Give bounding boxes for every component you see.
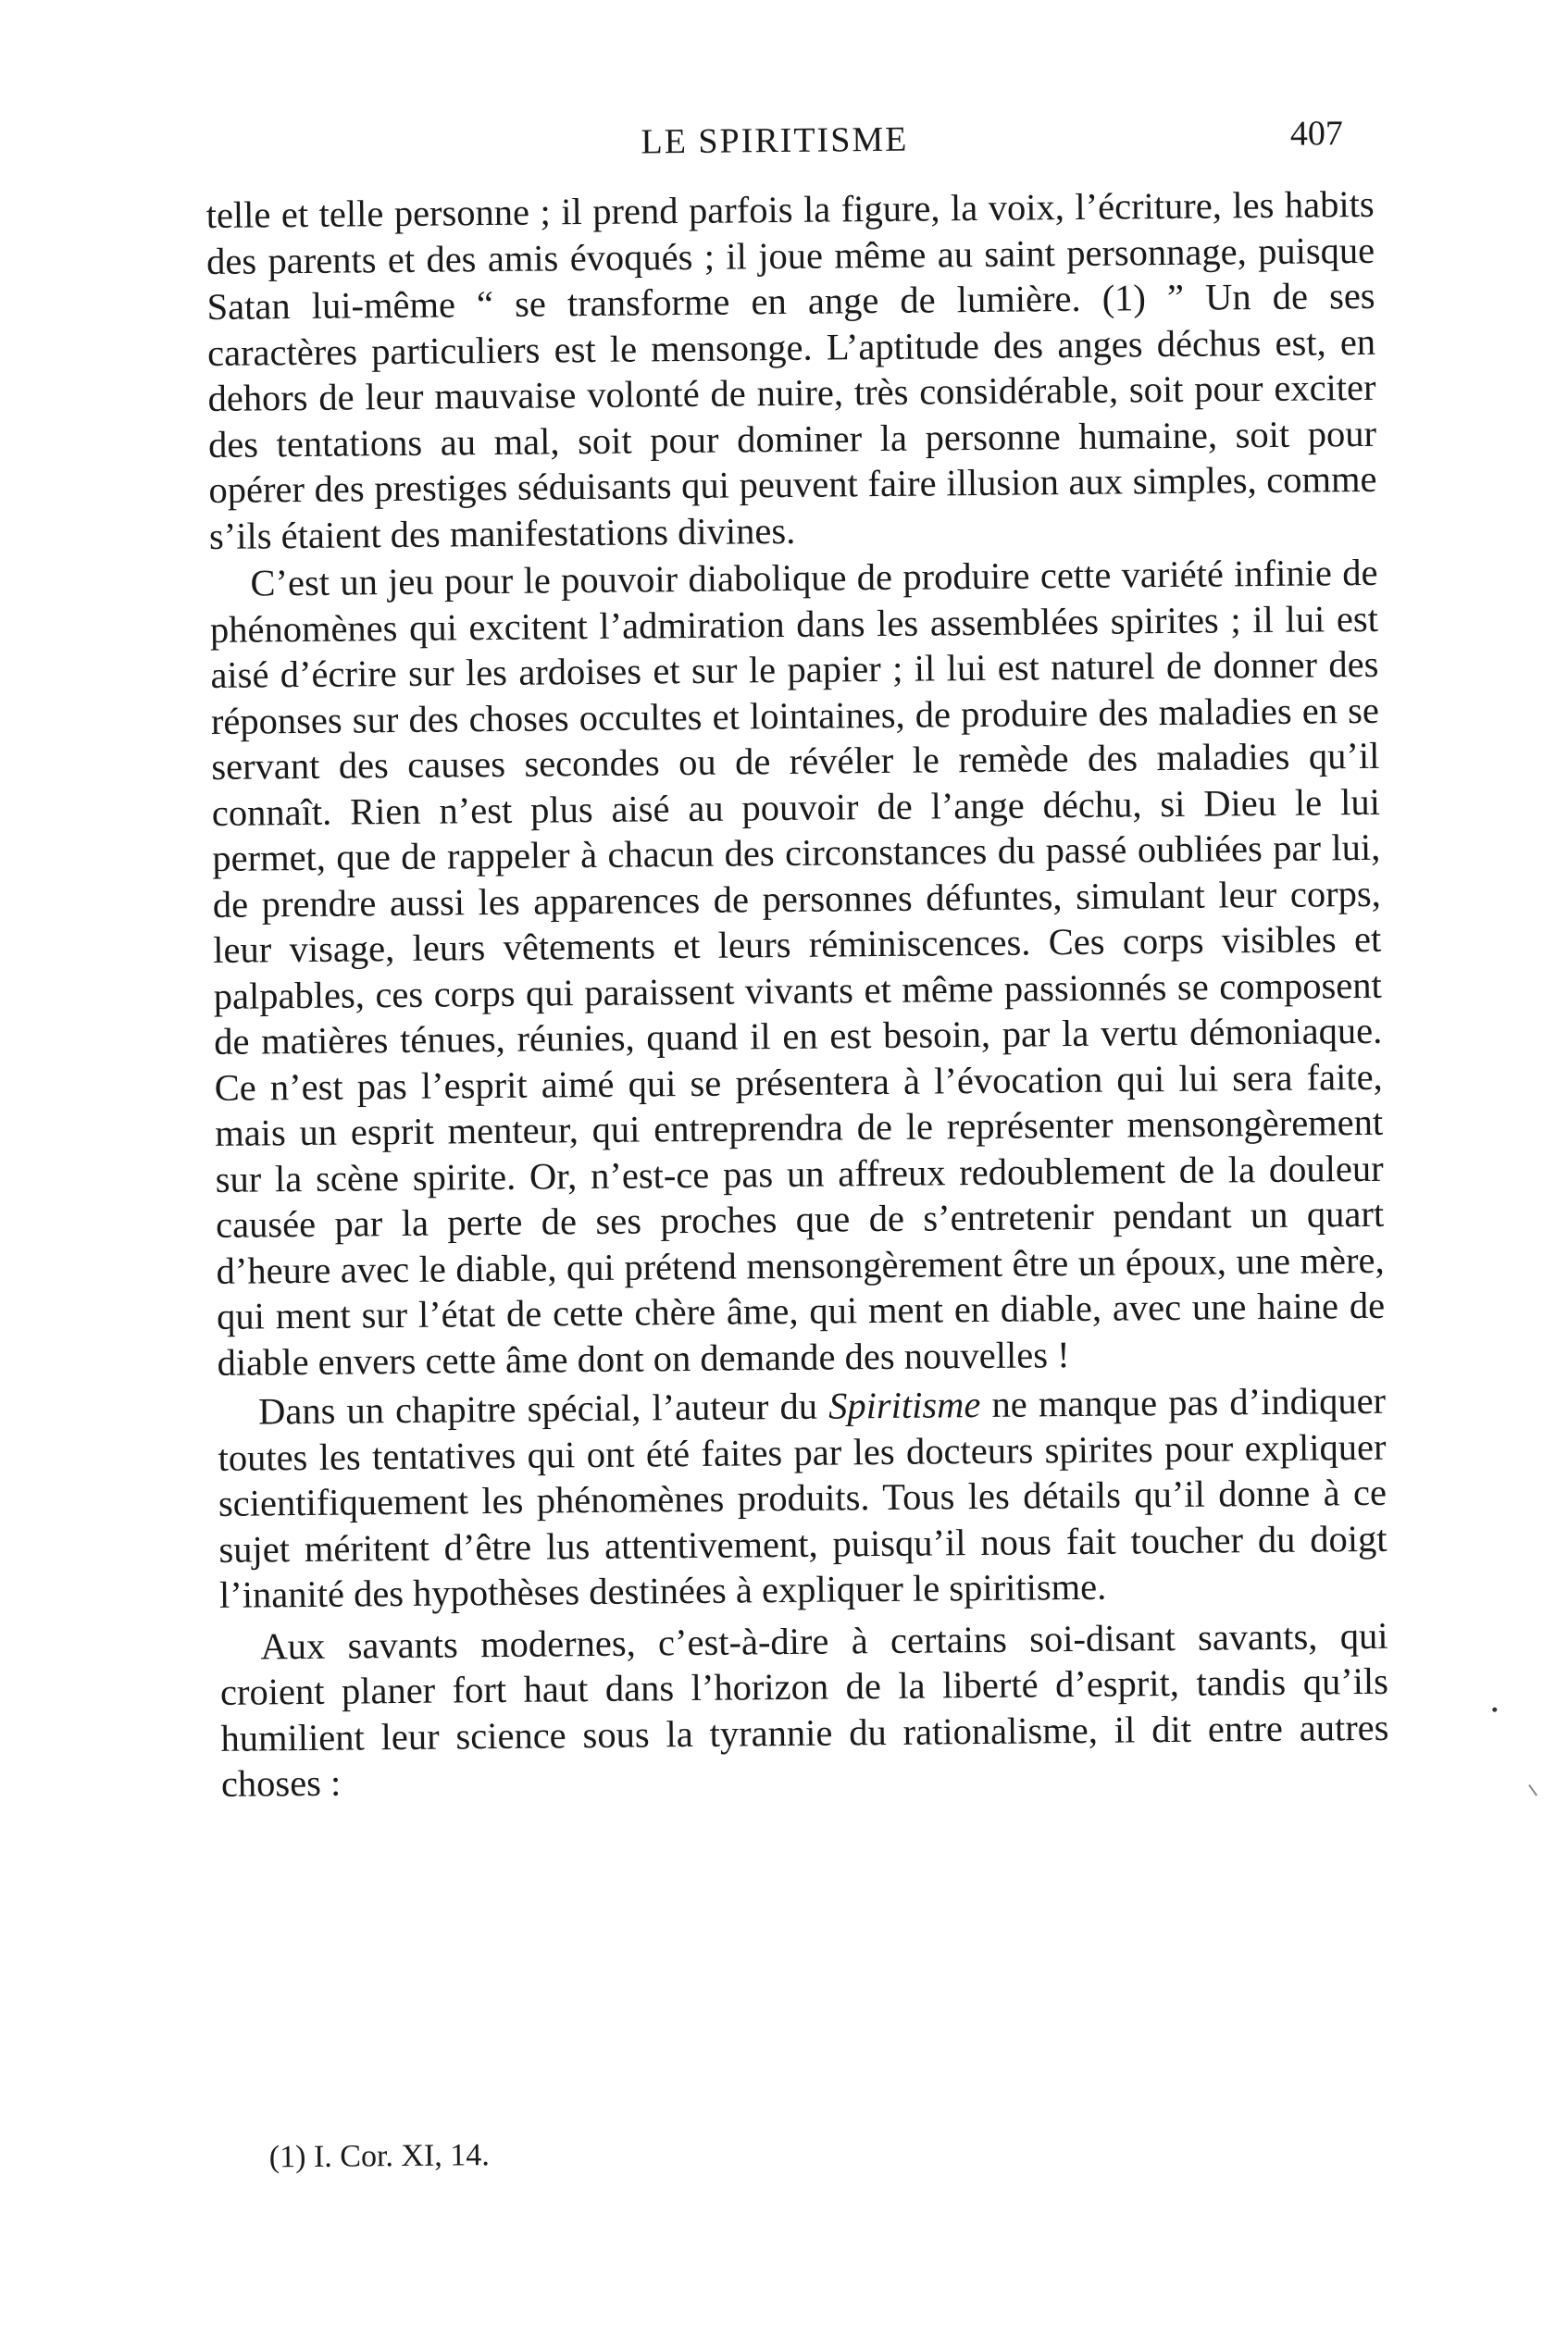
body-text [205, 181, 1389, 1808]
ink-speck [1492, 1708, 1497, 1712]
running-title: LE SPIRITISME [641, 119, 909, 162]
paragraph-3 [218, 1378, 1388, 1619]
paragraph-1: telle et telle personne ; il prend parfois la figure, la voix, l’écriture, les habits des parents et des amis évoqués ; il joue même au saint personnage, puisque Satan lui-même “ se transforme en ange de lumière. (1) ” Un de ses caractères particuliers est le mensonge. L’aptitude des anges déchus est, en dehors de leur mauvaise volonté de nuire, très considérable, soit pour exciter des tentations au mal, soit pour dominer la personne humaine, soit pour opérer des prestiges séduisants qui peuvent faire illusion aux simples, comme s’ils étaient des manifestations divines. [205, 182, 1377, 557]
ink-mark [1528, 1784, 1537, 1796]
footnote: (1) I. Cor. XI, 14. [268, 2138, 490, 2175]
page-header [0, 111, 1559, 181]
paragraph-2: C’est un jeu pour le pouvoir diabolique de produire cette variété infinie de phénomènes qui excitent l’admiration dans les assemblées spirites ; il lui est aisé d’écrire sur les ardoises et sur le papier ; il lui est naturel de donner des réponses sur des choses occultes et lointaines, de produire des maladies en se servant des causes secondes ou de révéler le remède des maladies qu’il connaît. Rien n’est plus aisé au pouvoir de l’ange déchu, si Dieu le lui permet, que de rappeler à chacun des circonstances du passé oubliées par lui, de prendre aussi les apparences de personnes défuntes, simulant leur corps, leur visage, leurs vêtements et leurs réminiscences. Ces corps visibles et palpables, ces corps qui paraissent vivants et même passionnés se composent de matières ténues, réunies, quand il en est besoin, par la vertu démoniaque. Ce n’est pas l’esprit aimé qui se présentera à l’évocation qui lui sera faite, mais un esprit menteur, qui entreprendra de le représenter mensongèrement sur la scène spirite. Or, n’est-ce pas un affreux redoublement de la douleur causée par la perte de ses proches que de s’entretenir pendant un quart d’heure avec le diable, qui prétend mensongèrement être un époux, une mère, qui ment sur l’état de cette chère âme, qui ment en diable, avec une haine de diable envers cette âme dont on demande des nouvelles ! [209, 551, 1386, 1384]
page-number: 407 [1289, 114, 1344, 154]
paragraph-3-text-end: ne manque pas d’indiquer toutes les tentatives qui ont été faites par les docteurs spirites pour expliquer scientifiquement les phénomènes produits. Tous les détails qu’il donne à ce sujet méritent d’être lus attentivement, puisqu’il nous fait toucher du doigt l’inanité des hypothèses destinées à expliquer le spiritisme. [218, 1379, 1388, 1616]
book-title-spiritisme: Spiritisme [828, 1384, 981, 1427]
paragraph-4: Aux savants modernes, c’est-à-dire à certains soi-disant savants, qui croient planer fort haut dans l’horizon de la liberté d’esprit, tandis qu’ils humilient leur science sous la tyrannie du rationalisme, il dit entre autres choses : [219, 1614, 1389, 1805]
paragraph-3-text-start: Dans un chapitre spécial, l’auteur du [257, 1385, 829, 1433]
